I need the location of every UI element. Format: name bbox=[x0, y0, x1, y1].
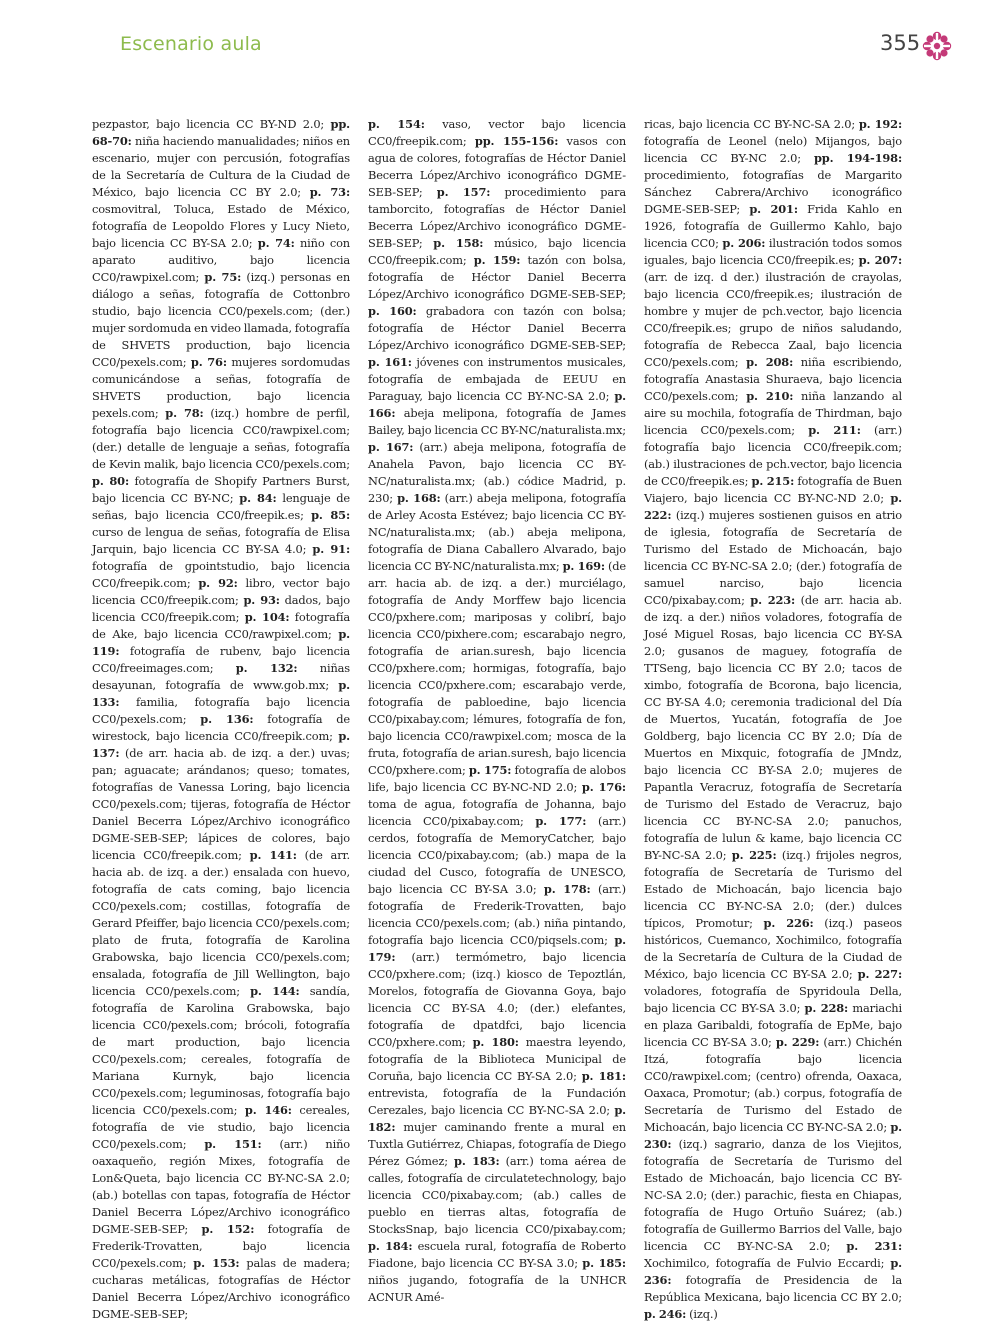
credit-text: (arr.) abeja melipona, fotografía de Anahela Pavon, bajo licencia CC BY-NC/naturalista.mx; (ab.) códice Madrid, p. 230; bbox=[368, 440, 626, 505]
credit-text: tazón con bolsa, fotografía de Héctor Daniel Becerra López/Archivo iconográfico bbox=[368, 253, 626, 301]
credit-text: ; bbox=[184, 1222, 202, 1236]
credit-text: DGME-SEB-SEP bbox=[529, 287, 623, 301]
credit-text: (izq.) sagrario, danza de los Viejitos, fotografía de Secretaría de Turismo del Estado de Michoacán, bajo licencia CC BY-NC-SA 2.0; (der.) parachic, fiesta en Chiapas, fotografía de Hugo Ortuño Suárez; (ab.) fotografía de Guillermo Barrios del Valle, bajo licencia CC BY-NC-SA 2.0; bbox=[644, 1137, 902, 1253]
credit-text: fotografía de gpointstudio, bajo licencia CC0/freepik.com; bbox=[92, 559, 350, 590]
credit-text: (arr.) termómetro, bajo licencia CC0/pxhere.com; (izq.) kiosco de Tepoztlán, Morelos, fotografía de Giovanna Goya, bajo licencia CC BY-SA 4.0; (der.) elefantes, fotografía de dpatdfci, bajo licencia CC0/pxhere.com; bbox=[368, 950, 626, 1049]
page-reference: p. 208: bbox=[746, 355, 794, 369]
credit-text: (arr.) abeja melipona, fotografía de Arley Acosta Estévez; bajo licencia CC BY-NC/naturalista.mx; (ab.) abeja melipona, fotografía de Diana Caballero Alvarado, bajo licencia CC BY-NC/naturalista.mx; bbox=[368, 491, 626, 573]
page-reference: p. 227: bbox=[857, 967, 902, 981]
credit-text: abeja melipona, fotografía de James Bailey, bajo licencia CC BY-NC/naturalista.mx; bbox=[368, 406, 626, 437]
page-reference: p. 223: bbox=[750, 593, 796, 607]
credit-text: palas de madera; cucharas metálicas, fotografías de Héctor Daniel Becerra López/Archivo iconográfico bbox=[92, 1256, 351, 1304]
page-reference: p. 175: bbox=[468, 763, 512, 777]
credit-text: niña escribiendo, fotografía Anastasia Shuraeva, bajo licencia CC0/pexels.com; bbox=[644, 355, 902, 403]
page-reference: p. 192: bbox=[858, 117, 902, 131]
credit-text: escuela rural, fotografía de Roberto Fiadone, bajo licencia CC BY-SA 3.0; bbox=[368, 1239, 626, 1270]
credit-text: (izq.) bbox=[686, 1307, 718, 1321]
page-reference: p. 91: bbox=[312, 542, 350, 556]
credit-text: fotografía de Shopify Partners Burst, bajo licencia CC BY-NC; bbox=[92, 474, 351, 505]
page-number: 355 bbox=[880, 31, 921, 55]
page-reference: pp. 194-198: bbox=[813, 151, 902, 165]
page-reference: p. 179: bbox=[368, 933, 626, 964]
credit-text: (izq.) mujeres sostienen guisos en atrio de iglesia, fotografía de Secretaría de Turismo del Estado de Michoacán, bajo licencia CC BY-NC-SA 2.0; (der.) fotografía de samuel narciso, bajo licencia CC0/pixabay.com; bbox=[644, 508, 902, 607]
credit-text: sandía, fotografía de Karolina Grabowska, bajo licencia CC0/pexels.com; brócoli, fotografía de mart production, bajo licencia CC0/pexels.com; cereales, fotografía de Mariana Kurnyk, bajo licencia CC0/pexels.com; leguminosas, fotografía bajo licencia CC0/pexels.com; bbox=[92, 984, 351, 1117]
credit-text: fotografía de Ake, bajo licencia CC0/rawpixel.com; bbox=[92, 610, 350, 641]
page-reference: p. 154: bbox=[368, 117, 425, 131]
credit-text: ; lápices de colores, bajo licencia CC0/freepik.com; bbox=[92, 831, 350, 862]
credit-text: UNESCO bbox=[570, 865, 623, 879]
page-reference: p. 78: bbox=[165, 406, 204, 420]
page-reference: p. 183: bbox=[454, 1154, 500, 1168]
credit-text: fotografía de wirestock, bajo licencia CC0/freepik.com; bbox=[92, 712, 350, 743]
credit-text: pezpastor, bajo licencia CC BY-ND 2.0; bbox=[92, 117, 331, 131]
credit-text: voladores, fotografía de Spyridoula Della, bajo licencia CC BY-SA 3.0; bbox=[644, 984, 902, 1015]
credit-text: DGME-SEB-SEP bbox=[92, 1222, 185, 1236]
credit-text: (arr. de izq. d der.) ilustración de crayolas, bajo licencia CC0/freepik.es; ilustración de hombre y mujer de pch.vector, bajo licencia CC0/freepik.es; grupo de niños saludando, fotografía de Rebecca Zaal, bajo licencia CC0/pexels.com; bbox=[644, 270, 902, 369]
credit-text: ; bbox=[184, 1307, 189, 1321]
page-reference: p. 225: bbox=[731, 848, 777, 862]
page-reference: p. 185: bbox=[582, 1256, 626, 1270]
page-reference: p. 215: bbox=[751, 474, 795, 488]
page-reference: p. 169: bbox=[562, 559, 605, 573]
credit-text: entrevista, fotografía de la Fundación Cerezales, bajo licencia CC BY-NC-SA 2.0; bbox=[368, 1086, 626, 1117]
credit-text: maestra leyendo, fotografía de la Biblioteca Municipal de Coruña, bajo licencia CC BY-SA 2.0; bbox=[368, 1035, 626, 1083]
page-reference: p. 230: bbox=[644, 1120, 902, 1151]
credit-text: niños jugando, fotografía de la UNHCR ACNUR Amé- bbox=[368, 1273, 626, 1304]
page-reference: p. 184: bbox=[368, 1239, 413, 1253]
credit-text: fotografía de Presidencia de la República Mexicana, bajo licencia CC BY 2.0; bbox=[644, 1273, 902, 1304]
credit-text: Frida Kahlo en 1926, fotografía de Guillermo Kahlo, bajo licencia CC0; bbox=[644, 202, 903, 250]
page-reference: p. 229: bbox=[775, 1035, 820, 1049]
page-reference: p. 228: bbox=[804, 1001, 849, 1015]
page-reference: p. 176: bbox=[581, 780, 626, 794]
page-reference: p. 166: bbox=[368, 389, 626, 420]
credit-text: vasos con agua de colores, fotografías de Héctor Daniel Becerra López/Archivo iconográfico bbox=[368, 134, 626, 182]
credit-text: DGME-SEB-SEP bbox=[368, 168, 626, 199]
credit-text: (izq.) personas en diálogo a señas, fotografía de Cottonbro studio, bajo licencia CC0/pexels.com; (der.) mujer sordomuda en video llamada, fotografía de SHVETS production, bajo licencia CC0/pexels.com; bbox=[92, 270, 351, 369]
page-reference: p. 211: bbox=[808, 423, 861, 437]
page-reference: p. 181: bbox=[581, 1069, 626, 1083]
credit-text: (arr.) cerdos, fotografía de MemoryCatcher, bajo licencia CC0/pixabay.com; (ab.) mapa de la ciudad del Cusco, fotografía de bbox=[368, 814, 626, 879]
page-reference: p. 246: bbox=[644, 1307, 687, 1321]
page-reference: p. 132: bbox=[235, 661, 298, 675]
credit-text: procedimiento para tamborcito, fotografías de Héctor Daniel Becerra López/Archivo iconográfico bbox=[368, 185, 626, 233]
credit-text: fotografía de alobos life, bajo licencia CC BY-NC-ND 2.0; bbox=[368, 763, 626, 794]
credits-column-1 bbox=[92, 116, 351, 1321]
page-reference: p. 75: bbox=[204, 270, 242, 284]
credit-text: (izq.) frijoles negros, fotografía de Secretaría de Turismo del Estado de Michoacán, bajo licencia bajo licencia CC BY-NC-SA 2.0; (der.) dulces típicos, Promotur; bbox=[644, 848, 903, 930]
page-reference: p. 85: bbox=[311, 508, 350, 522]
credit-text: fotografía de Leonel (nelo) Mijangos, bajo licencia CC BY-NC 2.0; bbox=[644, 134, 902, 165]
credit-text: (arr.) fotografía bajo licencia CC0/freepik.com; (ab.) ilustraciones de pch.vector, bajo licencia de CC0/freepik.es; bbox=[644, 423, 902, 488]
page-reference: p. 210: bbox=[746, 389, 794, 403]
page-reference: p. 201: bbox=[749, 202, 798, 216]
page-reference: p. 167: bbox=[368, 440, 414, 454]
credit-text: DGME-SEB-SEP bbox=[368, 219, 626, 250]
credit-text: mujer caminando frente a mural en Tuxtla Gutiérrez, Chiapas, fotografía de Diego Pérez Gómez; bbox=[368, 1120, 626, 1168]
credit-text: (izq.) paseos históricos, Cuemanco, Xochimilco, fotografía de la Secretaría de Cultura de la Ciudad de México, bajo licencia CC BY-SA 2.0; bbox=[644, 916, 903, 981]
page-reference: p. 231: bbox=[846, 1239, 902, 1253]
page-reference: p. 133: bbox=[92, 678, 350, 709]
page-reference: p. 180: bbox=[472, 1035, 519, 1049]
credit-text: (de arr. hacia ab. de izq. a der.) murciélago, fotografía de Andy Morffew bajo licencia CC0/pxhere.com; mariposas y colibrí, bajo licencia CC0/pixhere.com; escarabajo negro, fotografía de arian.suresh, bajo licencia CC0/pxhere.com; hormigas, fotografía, bajo licencia CC0/pxhere.com; escarabajo verde, fotografía de pabloedine, bajo licencia CC0/pixabay.com; lémures, fotografía de fon, bajo licencia CC0/rawpixel.com; mosca de la fruta, fotografía de arian.suresh, bajo licencia CC0/pxhere.com; bbox=[368, 559, 626, 777]
credit-text: familia, fotografía bajo licencia CC0/pexels.com; bbox=[92, 695, 350, 726]
credit-text: (de arr. hacia ab. de izq. a der.) uvas; pan; aguacate; arándanos; queso; tomates, fotografías de Vanessa Loring, bajo licencia CC0/pexels.com; tijeras, fotografía de Héctor Daniel Becerra López/Archivo iconográfico bbox=[92, 746, 350, 828]
credit-text: cereales, fotografía de vie studio, bajo licencia CC0/pexels.com; bbox=[92, 1103, 350, 1151]
credit-text: músico, bajo licencia CC0/freepik.com; bbox=[368, 236, 627, 267]
flower-logo-icon bbox=[920, 29, 954, 63]
credit-text: ilustración todos somos iguales, bajo licencia CC0/freepik.es; bbox=[644, 236, 902, 267]
page-reference: p. 177: bbox=[535, 814, 587, 828]
credit-text: DGME-SEB-SEP bbox=[92, 831, 185, 845]
page-reference: p. 146: bbox=[244, 1103, 292, 1117]
credit-text: (arr.) niño oaxaqueño, región Mixes, fotografía de Lon&Queta, bajo licencia CC BY-NC-SA 2.0; (ab.) botellas con tapas, fotografía de Héctor Daniel Becerra López/Archivo iconográfico bbox=[92, 1137, 350, 1219]
credit-text: curso de lengua de señas, fotografía de Elisa Jarquin, bajo licencia CC BY-SA 4.0; bbox=[92, 525, 350, 556]
credit-text: ; bbox=[622, 338, 626, 352]
credit-text: niñas desayunan, fotografía de www.gob.mx; bbox=[92, 661, 351, 692]
credit-text: vaso, vector bajo licencia CC0/freepik.com; bbox=[368, 117, 627, 148]
credit-text: libro, vector bajo licencia CC0/freepik.com; bbox=[92, 576, 350, 607]
credit-text: (izq.) hombre de perfil, fotografía bajo licencia CC0/rawpixel.com; (der.) detalle de lenguaje a señas, fotografía de Kevin malik, bajo licencia CC0/pexels.com; bbox=[92, 406, 350, 471]
credit-text: grabadora con tazón con bolsa; fotografía de Héctor Daniel Becerra López/Archivo iconográfico bbox=[368, 304, 626, 352]
credit-text: (de arr. hacia ab. de izq. a der.) niños voladores, fotografía de José Miguel Rosas, bajo licencia CC BY-SA 2.0; gusanos de maguey, fotografía de TTSeng, bajo licencia CC BY 2.0; tacos de ximbo, fotografía de Bcorona, bajo licencia, CC BY-SA 4.0; ceremonia tradicional del Día de Muertos, Yucatán, fotografía de Joe Goldberg, bajo licencia CC BY 2.0; Día de Muertos en Mixquic, fotografía de JMndz, bajo licencia CC BY-SA 2.0; mujeres de Papantla Veracruz, fotografía de Secretaría de Turismo del Estado de Veracruz, bajo licencia CC BY-NC-SA 2.0; panuchos, fotografía de lulun & kame, bajo licencia CC BY-NC-SA 2.0; bbox=[644, 593, 903, 862]
credit-text: (de arr. hacia ab. de izq. a der.) ensalada con huevo, fotografía de cats coming, bajo licencia CC0/pexels.com; costillas, fotografía de Gerard Pfeiffer, bajo licencia CC0/pexels.com; plato de fruta, fotografía de Karolina Grabowska, bajo licencia CC0/pexels.com; ensalada, fotografía de Jill Wellington, bajo licencia CC0/pexels.com; bbox=[92, 848, 350, 998]
credit-text: DGME-SEB-SEP bbox=[92, 1307, 185, 1321]
page-reference: p. 158: bbox=[433, 236, 484, 250]
credit-text: lenguaje de señas, bajo licencia CC0/freepik.es; bbox=[92, 491, 351, 522]
page-reference: p. 137: bbox=[92, 729, 350, 760]
credit-text: ; bbox=[736, 202, 750, 216]
credits-column-2 bbox=[368, 116, 627, 1304]
credit-text: fotografía de Buen Viajero, bajo licencia CC BY-NC-ND 2.0; bbox=[644, 474, 902, 505]
page-reference: p. 119: bbox=[92, 627, 350, 658]
credits-column-3 bbox=[644, 116, 903, 1321]
credit-text: ricas, bajo licencia CC BY-NC-SA 2.0; bbox=[644, 117, 859, 131]
page-reference: p. 104: bbox=[244, 610, 290, 624]
page-reference: p. 236: bbox=[644, 1256, 902, 1287]
credit-text: niña haciendo manualidades; niños en escenario, mujer con percusión, fotografías de la Secretaría de Cultura de la Ciudad de México, bajo licencia CC BY 2.0; bbox=[92, 134, 350, 199]
page-reference: p. 178: bbox=[543, 882, 591, 896]
page-reference: pp. 68-70: bbox=[92, 117, 350, 148]
credit-text: cosmovitral, Toluca, Estado de México, fotografía de Leopoldo Flores y Lucy Nieto, bajo licencia CC BY-SA 2.0; bbox=[92, 202, 350, 250]
page-reference: p. 92: bbox=[198, 576, 238, 590]
page-reference: p. 141: bbox=[249, 848, 297, 862]
credit-text: (arr.) toma aérea de calles, fotografía de circulatetechnology, bajo licencia CC0/pixabay.com; (ab.) calles de pueblo en tierras altas, fotografía de StocksSnap, bajo licencia CC0/pixabay.com; bbox=[368, 1154, 626, 1236]
credit-text: mujeres sordomudas comunicándose a señas, fotografía de SHVETS production, bajo licencia pexels.com; bbox=[92, 355, 350, 420]
page-reference: p. 182: bbox=[368, 1103, 626, 1134]
credit-text: fotografía de rubenv, bajo licencia CC0/freeimages.com; bbox=[92, 644, 350, 675]
credit-text: niño con aparato auditivo, bajo licencia CC0/rawpixel.com; bbox=[92, 236, 350, 284]
page-reference: p. 93: bbox=[243, 593, 280, 607]
page-reference: p. 151: bbox=[204, 1137, 262, 1151]
credit-text: niña lanzando al aire su mochila, fotografía de Thirdman, bajo licencia CC0/pexels.com; bbox=[644, 389, 902, 437]
page-reference: p. 76: bbox=[190, 355, 227, 369]
page-reference: p. 157: bbox=[436, 185, 491, 199]
page-reference: p. 160: bbox=[368, 304, 417, 318]
credit-text: DGME-SEB-SEP bbox=[644, 202, 737, 216]
page-reference: p. 207: bbox=[858, 253, 902, 267]
credit-text: fotografía de Frederik-Trovatten, bajo licencia CC0/pexels.com; bbox=[92, 1222, 350, 1270]
credit-text: procedimiento, fotografías de Margarito Sánchez Cabrera/Archivo iconográfico bbox=[644, 168, 902, 199]
page-reference: p. 144: bbox=[250, 984, 300, 998]
credit-text: ; bbox=[418, 236, 434, 250]
page-reference: p. 80: bbox=[92, 474, 130, 488]
credit-text: toma de agua, fotografía de Johanna, bajo licencia CC0/pixabay.com; bbox=[368, 797, 626, 828]
page-reference: p. 136: bbox=[200, 712, 254, 726]
credit-text: (arr.) Chichén Itzá, fotografía bajo licencia CC0/rawpixel.com; (centro) ofrenda, Oaxaca, Oaxaca, Promotur; (ab.) corpus, fotografía de Secretaría de Turismo del Estado de Michoacán, bajo licencia CC BY-NC-SA 2.0; bbox=[644, 1035, 903, 1134]
page-reference: pp. 155-156: bbox=[474, 134, 559, 148]
credit-text: mariachi en plaza Garibaldi, fotografía de EpMe, bajo licencia CC BY-SA 3.0; bbox=[644, 1001, 902, 1049]
page-reference: p. 84: bbox=[239, 491, 277, 505]
page-reference: p. 74: bbox=[257, 236, 295, 250]
page-reference: p. 73: bbox=[309, 185, 351, 199]
page-reference: p. 161: bbox=[368, 355, 412, 369]
credit-text: dados, bajo licencia CC0/freepik.com; bbox=[92, 593, 350, 624]
credit-text: ; bbox=[418, 185, 437, 199]
page-reference: p. 206: bbox=[722, 236, 766, 250]
page-reference: p. 222: bbox=[644, 491, 902, 522]
page-reference: p. 159: bbox=[473, 253, 521, 267]
credit-text: , bajo licencia CC BY-SA 3.0; bbox=[368, 865, 626, 896]
page-reference: p. 153: bbox=[193, 1256, 240, 1270]
page-reference: p. 226: bbox=[763, 916, 814, 930]
page-reference: p. 168: bbox=[397, 491, 441, 505]
section-title: Escenario aula bbox=[120, 33, 262, 55]
credits-columns bbox=[92, 116, 903, 1321]
page-reference: p. 152: bbox=[201, 1222, 255, 1236]
credit-text: DGME-SEB-SEP bbox=[529, 338, 623, 352]
credit-text: ; bbox=[622, 287, 626, 301]
credit-text: jóvenes con instrumentos musicales, fotografía de embajada de EEUU en Paraguay, bajo licencia CC BY-NC-SA 2.0; bbox=[368, 355, 627, 403]
credit-text: Xochimilco, fotografía de Fulvio Eccardi; bbox=[644, 1256, 891, 1270]
credit-text: (arr.) fotografía de Frederik-Trovatten, bajo licencia CC0/pexels.com; (ab.) niña pintando, fotografía bajo licencia CC0/piqsels.com; bbox=[368, 882, 626, 947]
